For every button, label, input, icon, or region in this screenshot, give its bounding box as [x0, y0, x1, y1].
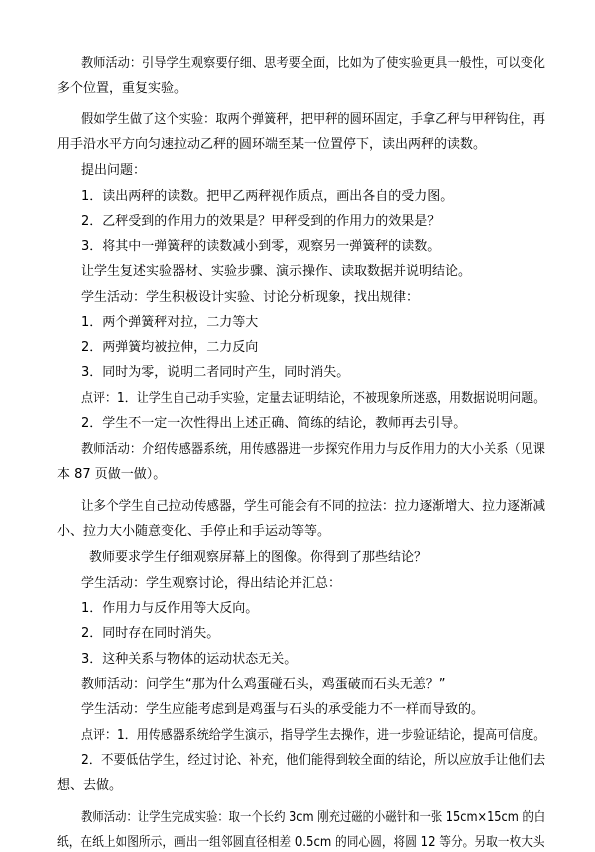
- text-line: 本 87 页做一做）。: [57, 467, 167, 482]
- text-line: 用手沿水平方向匀速拉动乙秤的圆环端至某一位置停下，读出两秤的读数。: [57, 137, 487, 152]
- text-line: 1．作用力与反作用等大反向。: [81, 601, 259, 616]
- text-line: 教师要求学生仔细观察屏幕上的图像。你得到了那些结论？: [89, 550, 428, 565]
- text-line: 2．同时存在同时消失。: [81, 626, 220, 641]
- text-line: 假如学生做了这个实验：取两个弹簧秤，把甲秤的圆环固定，手拿乙秤与甲秤钩住，再: [81, 112, 546, 127]
- text-line: 3．将其中一弹簧秤的读数减小到零，观察另一弹簧秤的读数。: [81, 239, 441, 254]
- text-line: 让学生复述实验器材、实验步骤、演示操作、读取数据并说明结论。: [81, 264, 472, 279]
- text-line: 3．同时为零，说明二者同时产生，同时消失。: [81, 365, 350, 380]
- text-line: 学生活动：学生观察讨论，得出结论并汇总：: [81, 576, 342, 591]
- text-line: 1．读出两秤的读数。把甲乙两秤视作质点，画出各自的受力图。: [81, 189, 454, 204]
- text-line: 教师活动：问学生“那为什么鸡蛋碰石头，鸡蛋破而石头无恙？”: [81, 677, 446, 692]
- text-line: 点评：1．用传感器系统给学生演示，指导学生去操作，进一步验证结论，提高可信度。: [81, 728, 546, 743]
- text-line: 多个位置，重复实验。: [57, 81, 188, 96]
- text-line: 学生活动：学生积极设计实验、讨论分析现象，找出规律：: [81, 290, 420, 305]
- text-line: 让多个学生自己拉动传感器，学生可能会有不同的拉法：拉力逐渐增大、拉力逐渐减: [81, 499, 546, 514]
- text-line: 点评：1．让学生自己动手实验，定量去证明结论，不被现象所迷惑，用数据说明问题。: [81, 391, 546, 406]
- text-line: 2．不要低估学生，经过讨论、补充，他们能得到较全面的结论，所以应放手让他们去: [81, 753, 546, 768]
- text-line: 小、拉力大小随意变化、手停止和手运动等等。: [57, 524, 331, 539]
- text-line: 3．这种关系与物体的运动状态无关。: [81, 652, 298, 667]
- text-line: 2．两弹簧均被拉伸，二力反向: [81, 340, 259, 355]
- text-line: 教师活动：介绍传感器系统，用传感器进一步探究作用力与反作用力的大小关系（见课: [81, 442, 546, 457]
- text-line: 1．两个弹簧秤对拉，二力等大: [81, 315, 259, 330]
- text-line: 纸，在纸上如图所示，画出一组邻圆直径相差 0.5cm 的同心圆，将圆 12 等分。另取一枚大头: [57, 835, 545, 850]
- text-line: 教师活动：引导学生观察要仔细、思考要全面，比如为了使实验更具一般性，可以变化: [81, 56, 546, 71]
- text-line: 学生活动：学生应能考虑到是鸡蛋与石头的承受能力不一样而导致的。: [81, 702, 485, 717]
- text-line: 想、去做。: [57, 778, 123, 793]
- text-line: 教师活动：让学生完成实验：取一个长约 3cm 刚充过磁的小磁针和一张 15cm×15cm 的白: [81, 810, 546, 825]
- text-line: 2．乙秤受到的作用力的效果是？甲秤受到的作用力的效果是？: [81, 214, 441, 229]
- text-line: 提出问题：: [81, 163, 147, 178]
- text-line: 2．学生不一定一次性得出上述正确、简练的结论，教师再去引导。: [81, 416, 467, 431]
